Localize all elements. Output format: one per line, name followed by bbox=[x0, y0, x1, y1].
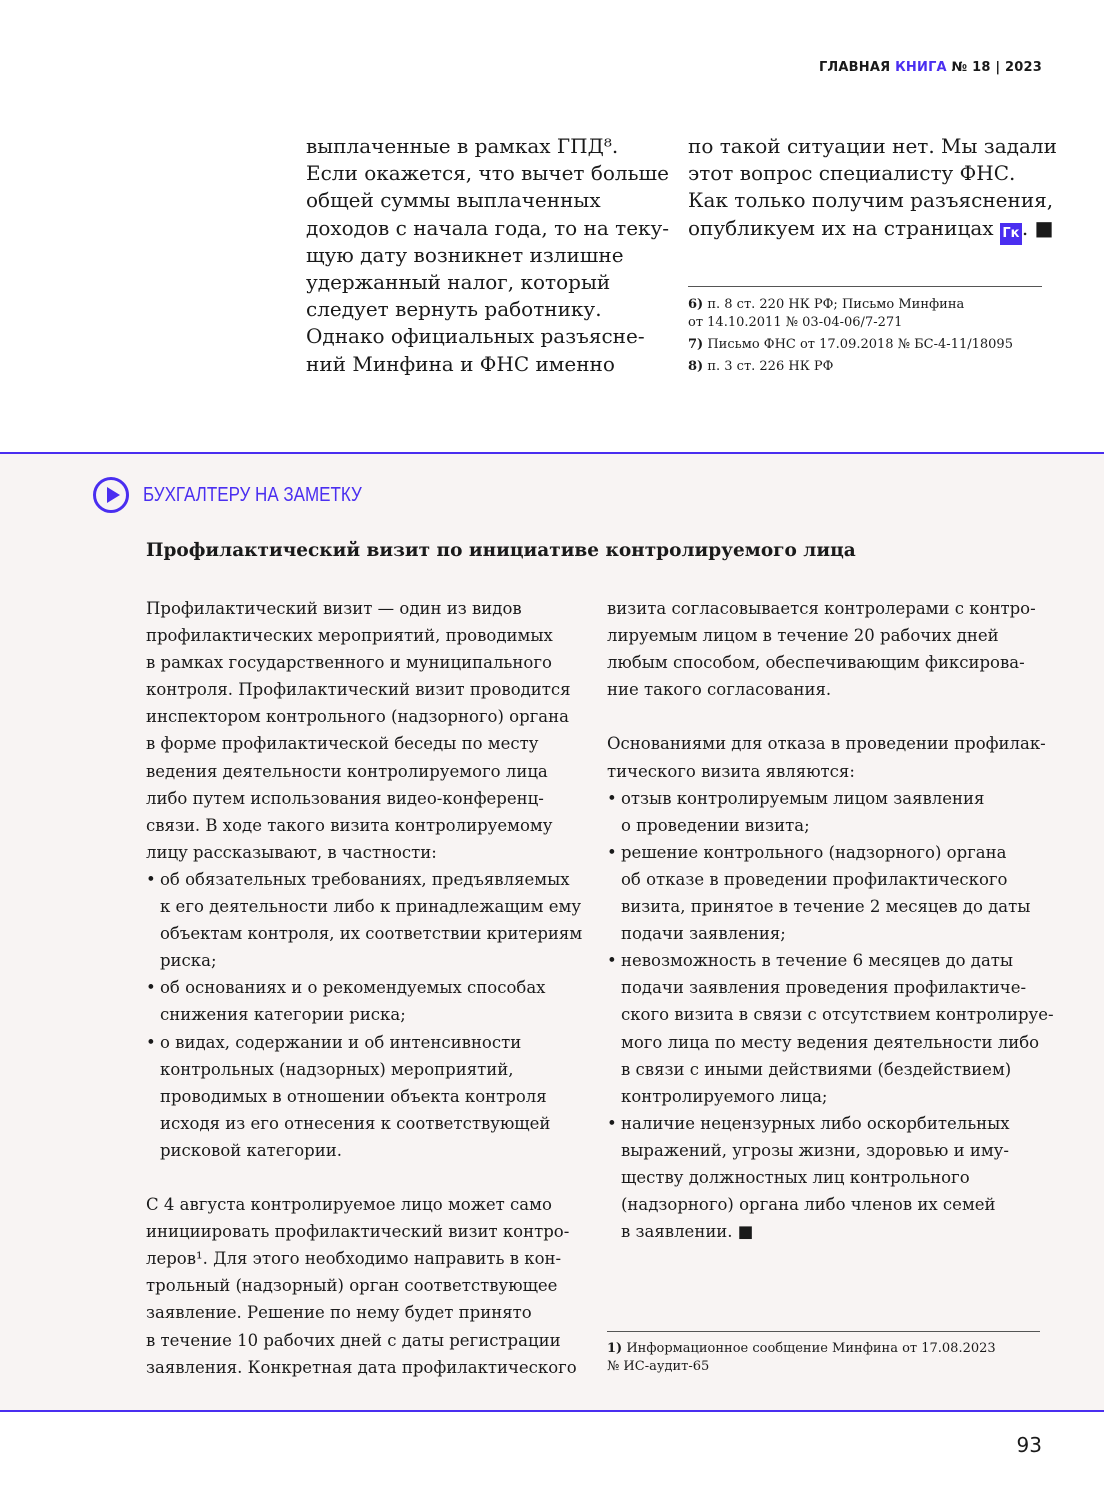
issue-number: № 18 | 2023 bbox=[951, 60, 1042, 75]
bullet-item-line: • решение контрольного (надзорного) органа bbox=[607, 839, 1054, 866]
text-line: исходя из его отнесения к соответствующей bbox=[160, 1113, 551, 1133]
text-line: лируемым лицом в течение 20 рабочих дней bbox=[607, 626, 999, 646]
text-line bbox=[146, 1164, 582, 1191]
text-line: тического визита являются: bbox=[607, 761, 855, 781]
box-left-column bbox=[146, 595, 582, 1381]
text-line: о проведении визита; bbox=[621, 815, 810, 835]
footnote-text: Информационное сообщение Минфина от 17.08.2023 bbox=[626, 1341, 996, 1356]
text-line: выплаченные в рамках ГПД⁸. bbox=[306, 134, 619, 158]
text-line: снижения категории риска; bbox=[160, 1005, 406, 1025]
footnote-number: 1) bbox=[607, 1341, 623, 1356]
rubric bbox=[93, 477, 400, 513]
text-line: контрольных (надзорных) мероприятий, bbox=[160, 1059, 514, 1079]
footnote-text: от 14.10.2011 № 03-04-06/7-271 bbox=[688, 315, 903, 330]
bullet-item-line: • отзыв контролируемым лицом заявления bbox=[607, 785, 1054, 812]
bullet-item-line: • об основаниях и о рекомендуемых способах bbox=[146, 974, 582, 1001]
text-line: любым способом, обеспечивающим фиксирова- bbox=[607, 653, 1025, 673]
footnote bbox=[688, 336, 1013, 354]
text-line: риска; bbox=[160, 951, 217, 971]
text-line bbox=[688, 160, 1057, 187]
bullet-item-line: • об обязательных требованиях, предъявляемых bbox=[146, 866, 582, 893]
text-line: подачи заявления проведения профилактиче- bbox=[621, 978, 1027, 998]
text-line: проводимых в отношении объекта контроля bbox=[160, 1086, 547, 1106]
text-line: ществу должностных лиц контрольного bbox=[621, 1167, 970, 1187]
text-line: Профилактический визит — один из видов bbox=[146, 599, 522, 618]
box-title: Профилактический визит по инициативе контролируемого лица bbox=[146, 540, 856, 561]
text-line: в связи с иными действиями (бездействием) bbox=[621, 1059, 1012, 1079]
text-line: в заявлении. ■ bbox=[621, 1222, 754, 1242]
text-line: леров¹. Для этого необходимо направить в кон- bbox=[146, 1249, 562, 1269]
footnote-text: Письмо ФНС от 17.09.2018 № БС-4-11/18095 bbox=[707, 337, 1013, 352]
footnotes bbox=[688, 296, 1013, 380]
text-line: доходов с начала года, то на теку- bbox=[306, 215, 670, 240]
bullet-item-line: • невозможность в течение 6 месяцев до даты bbox=[607, 947, 1054, 974]
footnote-number: 8) bbox=[688, 359, 704, 374]
footnote bbox=[688, 358, 1013, 376]
text-line: Однако официальных разъясне- bbox=[306, 324, 645, 349]
brand-name-accent: КНИГА bbox=[895, 60, 947, 75]
text-line: в форме профилактической беседы по месту bbox=[146, 734, 539, 754]
text-line: щую дату возникнет излишне bbox=[306, 242, 624, 267]
text-line bbox=[688, 187, 1057, 214]
text-line: (надзорного) органа либо членов их семей bbox=[621, 1195, 996, 1215]
text-line: инспектором контрольного (надзорного) органа bbox=[146, 707, 569, 727]
box-right-column bbox=[607, 595, 1054, 1245]
text-line: удержанный налог, который bbox=[306, 269, 611, 294]
text-line: мого лица по месту ведения деятельности либо bbox=[621, 1032, 1040, 1052]
text-line: подачи заявления; bbox=[621, 924, 786, 944]
text-line: рисковой категории. bbox=[160, 1140, 342, 1160]
text-line: выражений, угрозы жизни, здоровью и иму- bbox=[621, 1140, 1009, 1160]
text-span: по такой ситуации нет. Мы задали bbox=[688, 134, 1057, 158]
text-span: этот вопрос специалисту ФНС. bbox=[688, 161, 1016, 186]
footnote-divider bbox=[688, 286, 1042, 287]
text-line: заявления. Конкретная дата профилактического bbox=[146, 1357, 577, 1377]
text-line: Если окажется, что вычет больше bbox=[306, 161, 669, 186]
text-line: связи. В ходе такого визита контролируемому bbox=[146, 815, 553, 835]
bullet-item-line: • наличие нецензурных либо оскорбительных bbox=[607, 1110, 1054, 1137]
text-line: заявление. Решение по нему будет принято bbox=[146, 1303, 532, 1323]
text-line: об отказе в проведении профилактического bbox=[621, 869, 1008, 889]
magazine-logo-icon: Гк bbox=[1000, 223, 1022, 245]
text-line: визита, принятое в течение 2 месяцев до даты bbox=[621, 897, 1031, 917]
text-line: инициировать профилактический визит контро- bbox=[146, 1222, 570, 1242]
text-line: либо путем использования видео-конференц- bbox=[146, 788, 544, 808]
text-line: лицу рассказывают, в частности: bbox=[146, 842, 437, 862]
rubric-label: БУХГАЛТЕРУ НА ЗАМЕТКУ bbox=[143, 483, 362, 506]
footnote-number: 6) bbox=[688, 297, 704, 312]
footnote-text: № ИС-аудит-65 bbox=[607, 1359, 710, 1374]
text-line: ний Минфина и ФНС именно bbox=[306, 351, 615, 376]
bullet-item-line: • о видах, содержании и об интенсивности bbox=[146, 1029, 582, 1056]
page-number: 93 bbox=[1016, 1433, 1042, 1457]
text-line: визита согласовывается контролерами с контро- bbox=[607, 599, 1036, 618]
footnote-text: п. 8 ст. 220 НК РФ; Письмо Минфина bbox=[707, 297, 965, 312]
text-line: в течение 10 рабочих дней с даты регистрации bbox=[146, 1330, 561, 1350]
article-left-column bbox=[306, 133, 669, 378]
text-line: трольный (надзорный) орган соответствующее bbox=[146, 1276, 558, 1296]
text-line bbox=[688, 215, 1057, 242]
text-line bbox=[607, 703, 1054, 730]
end-mark: . ■ bbox=[1021, 215, 1054, 240]
text-span: Как только получим разъяснения, bbox=[688, 188, 1054, 213]
text-line: контроля. Профилактический визит проводится bbox=[146, 680, 571, 700]
text-line: в рамках государственного и муниципального bbox=[146, 653, 552, 673]
text-span: опубликуем их на страницах bbox=[688, 215, 994, 240]
footnote-text: п. 3 ст. 226 НК РФ bbox=[707, 359, 834, 374]
brand-name: ГЛАВНАЯ bbox=[818, 60, 891, 75]
text-line: ние такого согласования. bbox=[607, 680, 832, 700]
play-icon bbox=[93, 477, 129, 513]
running-header bbox=[819, 60, 1042, 75]
footnote bbox=[688, 296, 1013, 332]
text-line: ведения деятельности контролируемого лица bbox=[146, 761, 548, 781]
text-line bbox=[688, 133, 1057, 160]
text-line: общей суммы выплаченных bbox=[306, 188, 601, 213]
text-line: объектам контроля, их соответствии критериям bbox=[160, 924, 583, 944]
text-line: контролируемого лица; bbox=[621, 1086, 828, 1106]
article-right-column bbox=[688, 133, 1057, 242]
text-line: ского визита в связи с отсутствием контролируе- bbox=[621, 1005, 1054, 1025]
text-line: следует вернуть работнику. bbox=[306, 297, 602, 322]
box-footnote-divider bbox=[607, 1331, 1040, 1332]
text-line: профилактических мероприятий, проводимых bbox=[146, 626, 553, 646]
box-footnote bbox=[607, 1340, 996, 1376]
text-line: Основаниями для отказа в проведении профилак- bbox=[607, 734, 1046, 754]
text-line: С 4 августа контролируемое лицо может само bbox=[146, 1195, 552, 1215]
footnote-number: 7) bbox=[688, 337, 704, 352]
text-line: к его деятельности либо к принадлежащим ему bbox=[160, 897, 582, 917]
